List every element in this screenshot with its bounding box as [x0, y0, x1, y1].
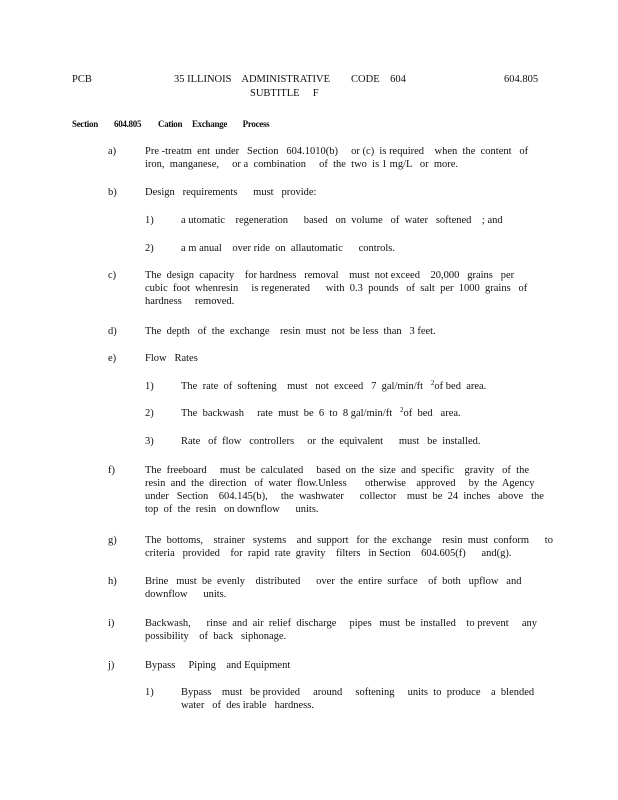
- item-d-text: The depth of the exchange resin must not be less than 3 feet.: [145, 326, 436, 337]
- header-right: 604.805: [504, 74, 539, 85]
- item-g-line-1: The bottoms, strainer systems and support for the exchange resin must conform to: [145, 535, 553, 546]
- item-e-text: Flow Rates: [145, 353, 198, 364]
- item-j-marker: j): [108, 660, 115, 671]
- item-e-sub1-marker: 1): [145, 381, 154, 392]
- item-e-sub2-marker: 2): [145, 408, 154, 419]
- item-f-marker: f): [108, 465, 115, 476]
- item-g-line-2: criteria provided for rapid rate gravity filters in Section 604.605(f) and(g).: [145, 548, 512, 559]
- item-j-sub1-line-1: Bypass must be provided around softening units to produce a blended: [181, 687, 535, 698]
- item-j-sub1-line-2: water of des irable hardness.: [181, 700, 314, 711]
- item-g-text: [145, 534, 553, 560]
- item-b-sub2-marker: 2): [145, 243, 154, 254]
- header-center-line2: SUBTITLE F: [250, 88, 319, 99]
- header-left: PCB: [72, 74, 92, 85]
- item-f-line-4: top of the resin on downflow units.: [145, 504, 319, 515]
- item-b-text: Design requirements must provide:: [145, 187, 317, 198]
- item-e-sub1-after: of bed area.: [434, 381, 487, 392]
- item-h-line-1: Brine must be evenly distributed over the entire surface of both upflow and: [145, 576, 522, 587]
- item-c-text: [145, 269, 545, 308]
- item-e-sub2-after: of bed area.: [403, 408, 461, 419]
- item-a-line-2: iron, manganese, or a combination of the two is 1 mg/L or more.: [145, 159, 459, 170]
- section-number: 604.805: [114, 119, 142, 129]
- item-e-sub3-marker: 3): [145, 436, 154, 447]
- item-h-text: [145, 575, 545, 601]
- item-a-text: [145, 145, 545, 171]
- item-f-line-1: The freeboard must be calculated based on the size and specific gravity of the: [145, 465, 529, 476]
- item-j-sub1-text: [181, 686, 581, 712]
- item-j-text: Bypass Piping and Equipment: [145, 660, 291, 671]
- item-e-marker: e): [108, 353, 117, 364]
- item-f-line-3: under Section 604.145(b), the washwater collector must be 24 inches above the: [145, 491, 544, 502]
- item-e-sub1-sup: 2: [430, 379, 435, 387]
- item-h-marker: h): [108, 576, 117, 587]
- item-f-line-2: resin and the direction of water flow.Unless otherwise approved by the Agency: [145, 478, 535, 489]
- item-i-marker: i): [108, 618, 115, 629]
- item-e-sub3-text: Rate of flow controllers or the equivalent must be installed.: [181, 436, 481, 447]
- item-i-text: [145, 617, 545, 643]
- item-c-line-1: The design capacity for hardness removal must not exceed 20,000 grains per: [145, 270, 515, 281]
- item-e-sub2-before: The backwash rate must be 6 to 8 gal/min/ft: [181, 408, 393, 419]
- item-c-line-2: cubic foot whenresin is regenerated with 0.3 pounds of salt per 1000 grains of: [145, 283, 528, 294]
- item-g-marker: g): [108, 535, 117, 546]
- section-title: Cation Exchange Process: [158, 119, 270, 129]
- item-e-sub2-sup: 2: [400, 406, 404, 414]
- item-b-sub2-text: a m anual over ride on allautomatic controls.: [181, 243, 396, 254]
- item-f-text: [145, 464, 545, 516]
- item-a-line-1: Pre -treatm ent under Section 604.1010(b) or (c) is required when the content of: [145, 146, 529, 157]
- item-b-sub1-text: a utomatic regeneration based on volume of water softened ; and: [181, 215, 503, 226]
- item-i-line-2: possibility of back siphonage.: [145, 631, 287, 642]
- item-j-sub1-marker: 1): [145, 687, 154, 698]
- item-e-sub2-text: [181, 407, 461, 420]
- item-a-marker: a): [108, 146, 117, 157]
- item-c-marker: c): [108, 270, 117, 281]
- item-d-marker: d): [108, 326, 117, 337]
- item-b-marker: b): [108, 187, 117, 198]
- section-label: Section: [72, 119, 98, 129]
- item-e-sub1-text: [181, 380, 486, 393]
- item-b-sub1-marker: 1): [145, 215, 154, 226]
- item-h-line-2: downflow units.: [145, 589, 227, 600]
- item-i-line-1: Backwash, rinse and air relief discharge pipes must be installed to prevent any: [145, 618, 537, 629]
- item-c-line-3: hardness removed.: [145, 296, 235, 307]
- item-e-sub1-before: The rate of softening must not exceed 7 gal/min/ft: [181, 381, 424, 392]
- header-center-line1: 35 ILLINOIS ADMINISTRATIVE CODE 604: [174, 74, 406, 85]
